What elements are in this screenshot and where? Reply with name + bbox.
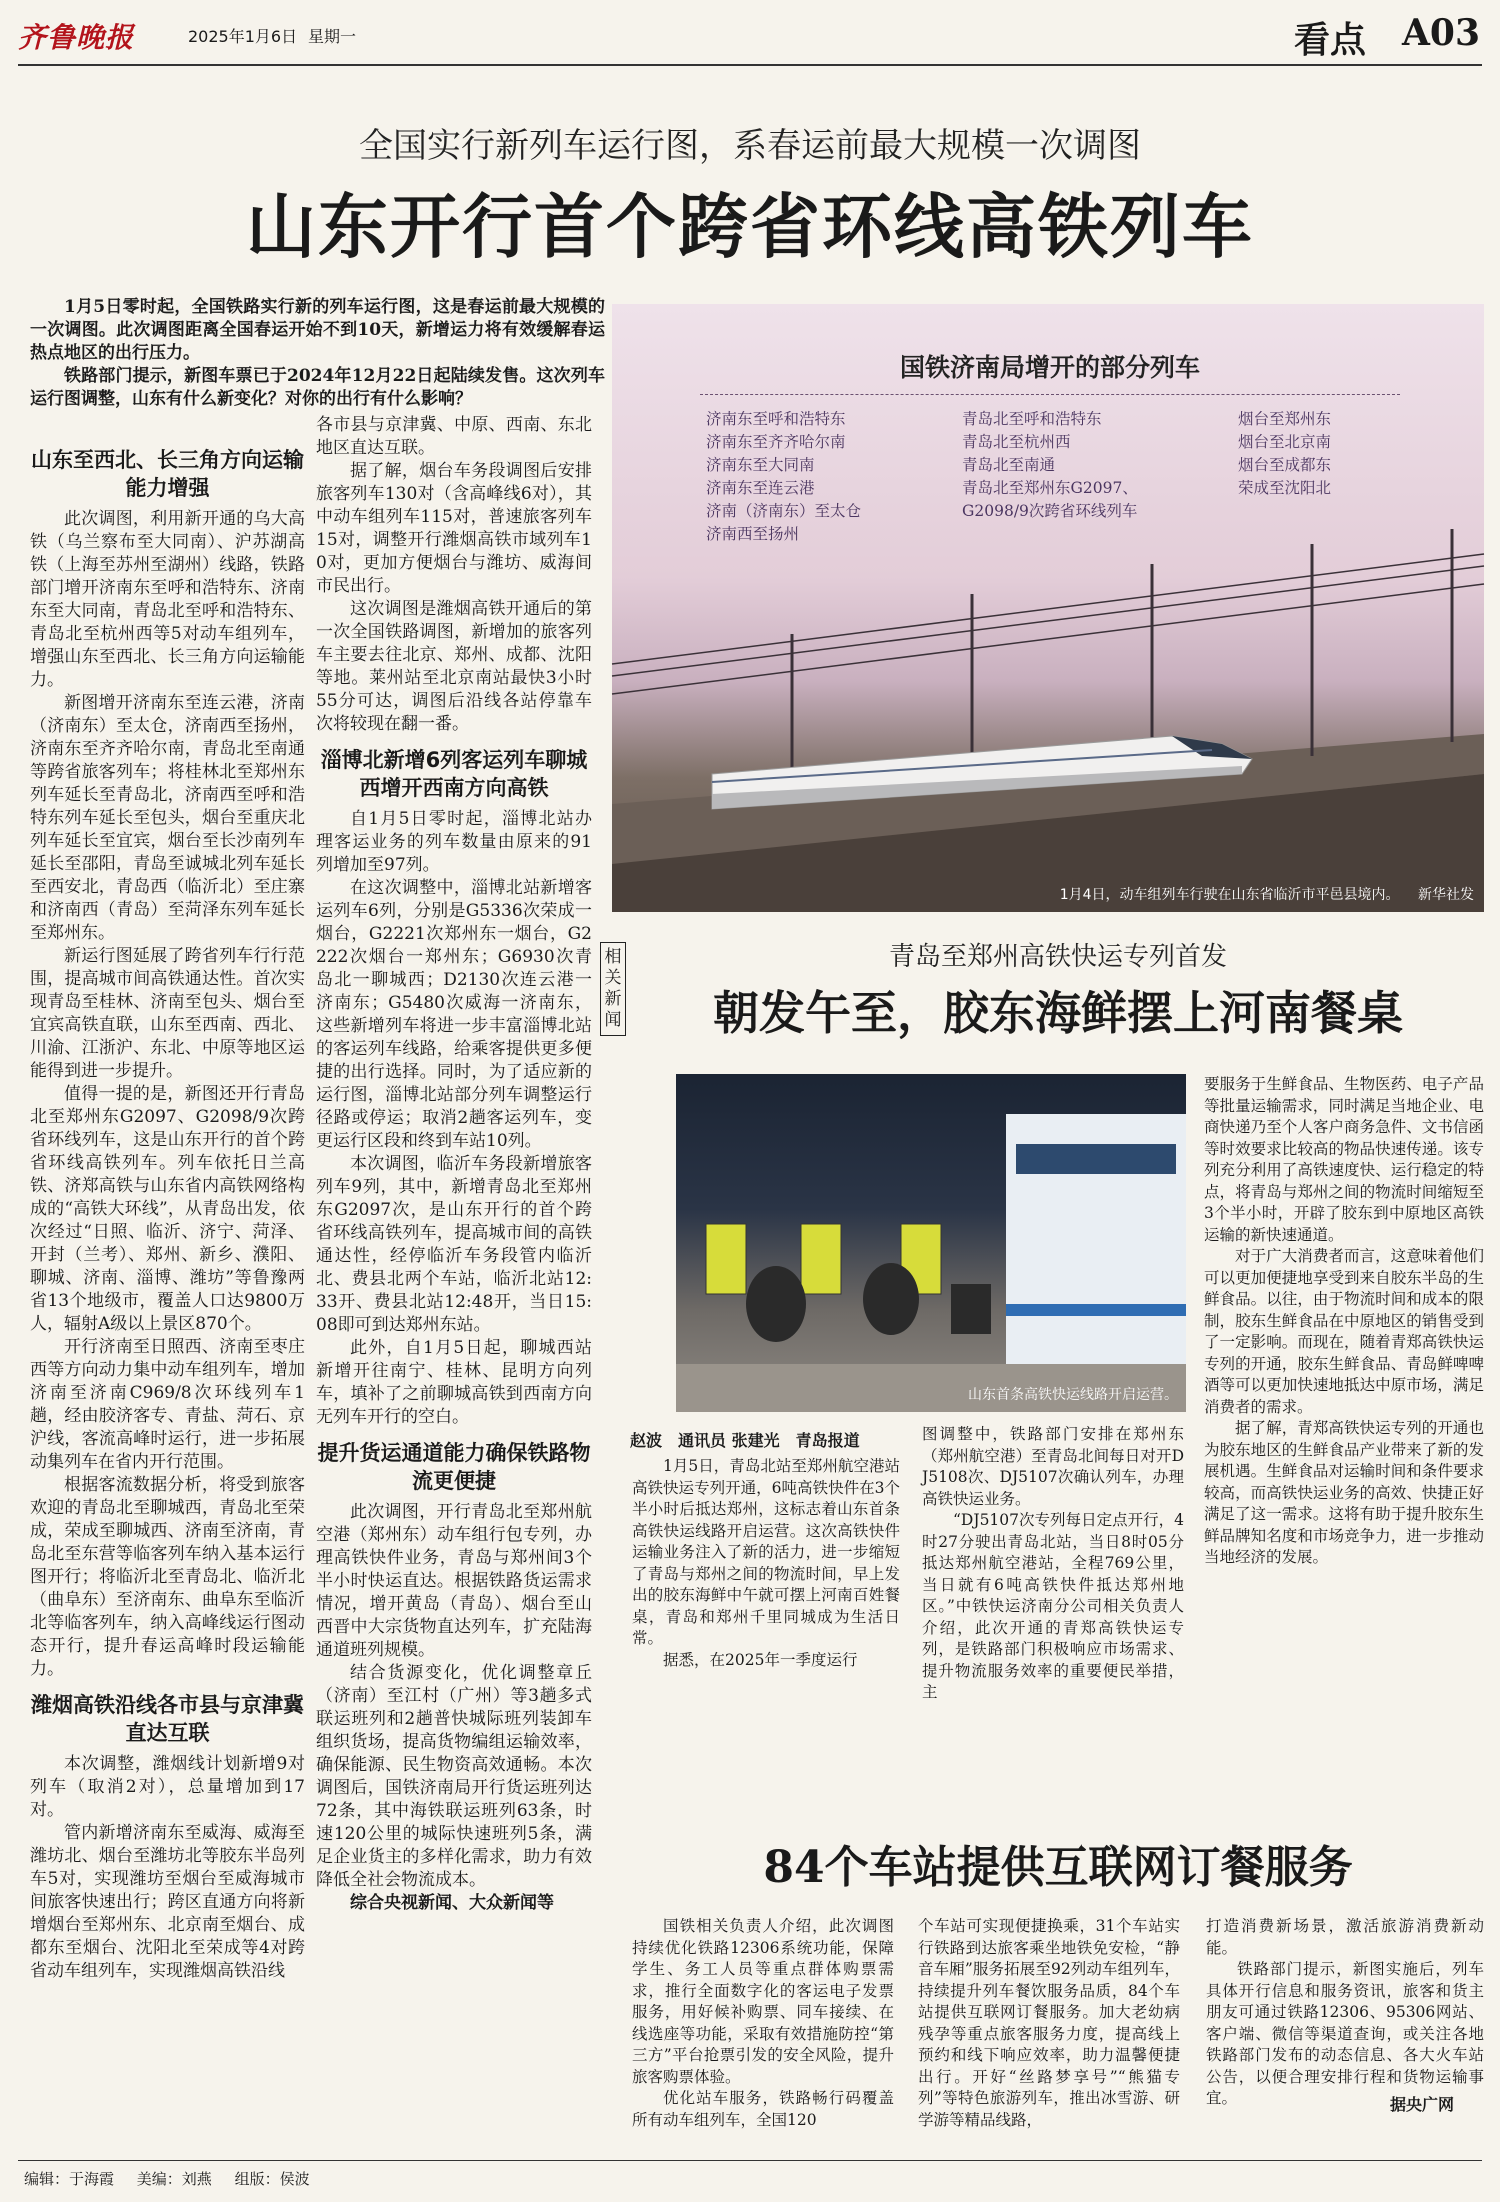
train-photo xyxy=(612,304,1484,912)
body-paragraph: 本次调图，临沂车务段新增旅客列车9列，其中，新增青岛北至郑州东G2097次，是山东开行的首个跨省环线高铁列车，提高城市间的高铁通达性，经停临沂车务段管内临沂北、费县北两个车站，临沂北站12:33开、费县北站12:48开，当日15:08即可到达郑州东站。 xyxy=(316,1154,592,1335)
body-paragraph: 值得一提的是，新图还开行青岛北至郑州东G2097、G2098/9次跨省环线列车，这是山东开行的首个跨省环线高铁列车。列车依托日兰高铁、济郑高铁与山东省内高铁网络构成的“高铁大环线”，从青岛出发，依次经过“日照、临沂、济宁、菏泽、开封（兰考）、郑州、新乡、濮阳、聊城、济南、淄博、潍坊”等鲁豫两省13个地级市，覆盖人口达9800万人，辐射A级以上景区870个。 xyxy=(30,1084,305,1334)
body-paragraph: 优化站车服务，铁路畅行码覆盖所有动车组列车，全国120 xyxy=(632,2089,894,2129)
related-kicker: 青岛至郑州高铁快运专列首发 xyxy=(888,942,1227,972)
issue-weekday: 星期一 xyxy=(308,27,357,46)
subhead-weiyan: 潍烟高铁沿线各市县与京津冀直达互联 xyxy=(31,1693,304,1745)
express-photo-caption: 山东首条高铁快运线路开启运营。 xyxy=(968,1387,1178,1403)
list-item: 烟台至成都东 xyxy=(1238,456,1332,474)
list-item: 青岛北至呼和浩特东 xyxy=(962,410,1102,428)
subhead-freight: 提升货运通道能力确保铁路物流更便捷 xyxy=(317,1441,591,1493)
body-paragraph: 本次调整，潍烟线计划新增9对列车（取消2对），总量增加到17对。 xyxy=(30,1754,305,1820)
related-byline: 赵波 通讯员 张建光 青岛报道 xyxy=(630,1431,860,1450)
related-headline: 朝发午至，胶东海鲜摆上河南餐桌 xyxy=(713,986,1403,1040)
infobox-title: 国铁济南局增开的部分列车 xyxy=(899,353,1200,382)
list-item: 济南西至扬州 xyxy=(706,525,800,543)
body-paragraph: “DJ5107次专列每日定点开行，4时27分驶出青岛北站，当日8时05分抵达郑州航空港站，全程769公里，当日就有6吨高铁快件抵达郑州地区。”中铁快运济南分公司相关负责人介绍，此次开通的青郑高铁快运专列，是铁路部门积极响应市场需求、提升物流服务效率的重要便民举措，主 xyxy=(922,1511,1184,1701)
page-number: A03 xyxy=(1402,12,1481,54)
list-item: 济南东至呼和浩特东 xyxy=(706,410,846,428)
lead-paragraph: 1月5日零时起，全国铁路实行新的列车运行图，这是春运前最大规模的一次调图。此次调图距离全国春运开始不到10天，新增运力将有效缓解春运热点地区的出行压力。 xyxy=(30,297,605,363)
subhead-zibo: 淄博北新增6列客运列车聊城西增开西南方向高铁 xyxy=(320,748,588,800)
subhead-northwest: 山东至西北、长三角方向运输能力增强 xyxy=(31,448,304,500)
body-paragraph: 据悉，在2025年一季度运行 xyxy=(663,1650,858,1669)
body-paragraph: 据了解，青郑高铁快运专列的开通也为胶东地区的生鲜食品产业带来了新的发展机遇。生鲜食品对运输时间和条件要求较高，而高铁快运业务的高效、快捷正好满足了这一需求。这将有助于提升胶东生鲜品牌知名度和市场竞争力，进一步推动当地经济的发展。 xyxy=(1204,1419,1484,1566)
body-paragraph: 这次调图是潍烟高铁开通后的第一次全国铁路调图，新增加的旅客列车主要去往北京、郑州、成都、沈阳等地。莱州站至北京南站最快3小时55分可达，调图后沿线各站停靠车次将较现在翻一番。 xyxy=(316,599,592,734)
body-paragraph: 对于广大消费者而言，这意味着他们可以更加便捷地享受到来自胶东半岛的生鲜食品。以往，由于物流时间和成本的限制，胶东生鲜食品在中原地区的销售受到了一定影响。而现在，随着青郑高铁快运专列的开通，胶东生鲜食品、青岛鲜啤啤酒等可以更加快速地抵达中原市场，满足消费者的需求。 xyxy=(1204,1247,1484,1416)
footer-designer: 美编：刘燕 xyxy=(136,2170,212,2188)
body-paragraph: 要服务于生鲜食品、生物医药、电子产品等批量运输需求，同时满足当地企业、电商快递乃至个人客户商务急件、文书信函等时效要求比较高的物品快速传递。该专列充分利用了高铁速度快、运行稳定的特点，将青岛与郑州之间的物流时间缩短至3个半小时，开辟了胶东到中原地区高铁运输的新快速通道。 xyxy=(1204,1075,1484,1244)
catering-headline: 84个车站提供互联网订餐服务 xyxy=(763,1842,1353,1893)
infobox-divider xyxy=(700,394,1400,396)
list-item: 青岛北至南通 xyxy=(962,456,1056,474)
body-paragraph: 此次调图，开行青岛北至郑州航空港（郑州东）动车组行包专列，办理高铁快件业务，青岛与郑州间3个半小时快运直达。根据铁路货运需求情况，增开黄岛（青岛）、烟台至山西晋中大宗货物直达列车，扩充陆海通道班列规模。 xyxy=(316,1502,592,1660)
body-paragraph: 自1月5日零时起，淄博北站办理客运业务的列车数量由原来的91列增加至97列。 xyxy=(316,809,592,875)
body-paragraph: 据了解，烟台车务段调图后安排旅客列车130对（含高峰线6对），其中动车组列车115对，普速旅客列车15对，调整开行潍烟高铁市域列车10对，更加方便烟台与潍坊、威海间市民出行。 xyxy=(316,461,592,596)
body-paragraph: 管内新增济南东至威海、威海至潍坊北、烟台至潍坊北等胶东半岛列车5对，实现潍坊至烟台至威海城市间旅客快速出行；跨区直通方向将新增烟台至郑州东、北京南至烟台、成都东至烟台、沈阳北至荣成等4对跨省动车组列车，实现潍烟高铁沿线 xyxy=(30,1823,305,1981)
body-paragraph: 个车站可实现便捷换乘，31个车站实行铁路到达旅客乘坐地铁免安检，“静音车厢”服务拓展至92列动车组列车，持续提升列车餐饮服务品质，84个车站提供互联网订餐服务。加大老幼病残孕等重点旅客服务力度，提高线上预约和线下响应效率，助力温馨便捷出行。开好“丝路梦享号”“熊猫专列”等特色旅游列车，推出冰雪游、研学游等精品线路， xyxy=(918,1917,1180,2129)
photo-caption-credit: 新华社发 xyxy=(1418,887,1474,903)
related-column-a xyxy=(632,1456,900,1792)
body-paragraph: 图调整中，铁路部门安排在郑州东（郑州航空港）至青岛北间每日对开DJ5108次、DJ5107次确认列车，办理高铁快运业务。 xyxy=(922,1425,1184,1508)
body-paragraph: 根据客流数据分析，将受到旅客欢迎的青岛北至聊城西，青岛北至荣成，荣成至聊城西、济南至济南，青岛北至东营等临客列车纳入基本运行图开行；将临沂北至青岛北、临沂北（曲阜东）至济南东、曲阜东至临沂北等临客列车，纳入高峰线运行图动态开行，提升春运高峰时段运输能力。 xyxy=(30,1475,305,1679)
footer-rule xyxy=(18,2160,1482,2161)
list-item: 济南（济南东）至太仓 xyxy=(706,502,862,520)
footer-layout: 组版：侯波 xyxy=(234,2170,310,2188)
main-column-2 xyxy=(316,414,592,2076)
list-item: G2098/9次跨省环线列车 xyxy=(962,502,1138,520)
express-photo-illustration xyxy=(676,1074,1186,1412)
main-column-1 xyxy=(30,436,305,2076)
infobox-list-yantai xyxy=(1238,408,1398,500)
article-credit: 综合央视新闻、大众新闻等 xyxy=(350,1893,554,1913)
body-paragraph: 国铁相关负责人介绍，此次调图持续优化铁路12306系统功能，保障学生、务工人员等重点群体购票需求，推行全面数字化的客运电子发票服务，用好候补购票、同车接续、在线选座等功能，采取有效措施防控“第三方”平台抢票引发的安全风险，提升旅客购票体验。 xyxy=(632,1917,894,2086)
catering-column-a xyxy=(632,1916,894,2129)
body-paragraph: 此外，自1月5日起，聊城西站新增开往南宁、桂林、昆明方向列车，填补了之前聊城高铁到西南方向无列车开行的空白。 xyxy=(316,1338,592,1427)
body-paragraph: 1月5日，青岛北站至郑州航空港站高铁快运专列开通，6吨高铁快件在3个半小时后抵达郑州，这标志着山东首条高铁快运线路开启运营。这次高铁快件运输业务注入了新的活力，进一步缩短了青岛与郑州之间的物流时间，早上发出的胶东海鲜中午就可摆上河南百姓餐桌，青岛和郑州千里同城成为生活日常。 xyxy=(632,1457,900,1647)
body-paragraph: 打造消费新场景，激活旅游消费新动能。 xyxy=(1206,1917,1484,1957)
header-rule xyxy=(18,64,1482,66)
body-paragraph: 铁路部门提示，新图实施后，列车具体开行信息和服务资讯，旅客和货主朋友可通过铁路12306、95306网站、客户端、微信等渠道查询，或关注各地铁路部门发布的动态信息、各大火车站公告，以便合理安排行程和货物运输事宜。 xyxy=(1206,1960,1484,2107)
infobox-list-jinan xyxy=(706,408,926,546)
list-item: 青岛北至郑州东G2097、 xyxy=(962,479,1138,497)
body-paragraph: 新运行图延展了跨省列车行行范围，提高城市间高铁通达性。首次实现青岛至桂林、济南至包头、烟台至宜宾高铁直联，山东至西南、西北、川渝、江浙沪、东北、中原等地区运能得到进一步提升。 xyxy=(30,946,305,1081)
section-name: 看点 xyxy=(1294,19,1367,61)
photo-caption-text: 1月4日，动车组列车行驶在山东省临沂市平邑县境内。 xyxy=(1059,887,1400,903)
list-item: 济南东至连云港 xyxy=(706,479,815,497)
list-item: 荣成至沈阳北 xyxy=(1238,479,1332,497)
catering-column-b xyxy=(918,1916,1180,2129)
list-item: 烟台至郑州东 xyxy=(1238,410,1332,428)
lead-block xyxy=(30,296,605,411)
infobox xyxy=(700,334,1400,543)
body-paragraph: 各市县与京津冀、中原、西南、东北地区直达互联。 xyxy=(316,415,592,458)
catering-credit: 据央广网 xyxy=(1390,2095,1455,2114)
page-header xyxy=(18,10,1482,62)
main-kicker: 全国实行新列车运行图，系春运前最大规模一次调图 xyxy=(359,126,1141,166)
related-column-c xyxy=(1204,1074,1484,1792)
list-item: 青岛北至杭州西 xyxy=(962,433,1071,451)
list-item: 济南东至齐齐哈尔南 xyxy=(706,433,846,451)
body-paragraph: 结合货源变化，优化调整章丘（济南）至江村（广州）等3趟多式联运班列和2趟普快城际班列装卸车组织货场，提高货物编组运输效率，确保能源、民生物资高效通畅。本次调图后，国铁济南局开行货运班列达72条，其中海铁联运班列63条，时速120公里的城际快速班列5条，满足企业货主的多样化需求，助力有效降低全社会物流成本。 xyxy=(316,1663,592,1890)
page-footer xyxy=(24,2168,310,2189)
issue-date: 2025年1月6日 xyxy=(188,27,298,46)
list-item: 济南东至大同南 xyxy=(706,456,815,474)
body-paragraph: 此次调图，利用新开通的乌大高铁（乌兰察布至大同南）、沪苏湖高铁（上海至苏州至湖州）线路，铁路部门增开济南东至呼和浩特东、济南东至大同南，青岛北至呼和浩特东、青岛北至杭州西等5对动车组列车，增强山东至西北、长三角方向运输能力。 xyxy=(30,509,305,690)
main-headline: 山东开行首个跨省环线高铁列车 xyxy=(246,185,1254,268)
body-paragraph: 新图增开济南东至连云港，济南（济南东）至太仓，济南西至扬州，济南东至齐齐哈尔南，青岛北至南通等跨省旅客列车；将桂林北至郑州东列车延长至青岛北，济南西至呼和浩特东列车延长至包头，烟台至重庆北列车延长至宜宾，烟台至长沙南列车延长至邵阳，青岛至诚城北列车延长至西安北，青岛西（临沂北）至庄寨和济南西（青岛）至菏泽东列车延长至郑州东。 xyxy=(30,693,305,943)
infobox-list-qingdao xyxy=(962,408,1202,523)
lead-paragraph-2: 铁路部门提示，新图车票已于2024年12月22日起陆续发售。这次列车运行图调整，山东有什么新变化？对你的出行有什么影响？ xyxy=(30,366,605,409)
body-paragraph: 开行济南至日照西、济南至枣庄西等方向动力集中动车组列车，增加济南至济南C969/8次环线列车1趟，经由胶济客专、青盐、菏石、京沪线，客流高峰时运行，进一步拓展动集列车在省内开行范围。 xyxy=(30,1337,305,1472)
masthead-logo: 齐鲁晚报 xyxy=(18,21,135,54)
related-column-b xyxy=(922,1424,1184,1792)
body-paragraph: 在这次调整中，淄博北站新增客运列车6列，分别是G5336次荣成一烟台，G2221次郑州东一烟台，G2222次烟台一郑州东；G6930次青岛北一聊城西；D2130次连云港一济南东；G5480次威海一济南东，这些新增列车将进一步丰富淄博北站的客运列车线路，给乘客提供更多便捷的出行选择。同时，为了适应新的运行图，淄博北站部分列车调整运行径路或停运；取消2趟客运列车，变更运行区段和终到车站10列。 xyxy=(316,878,592,1151)
related-news-tag-text: 相关新闻 xyxy=(604,947,622,1030)
express-photo xyxy=(676,1074,1186,1412)
related-news-tag xyxy=(600,942,626,1036)
footer-editor: 编辑：于海霞 xyxy=(24,2170,115,2188)
list-item: 烟台至北京南 xyxy=(1238,433,1332,451)
photo-caption xyxy=(1060,884,1474,904)
